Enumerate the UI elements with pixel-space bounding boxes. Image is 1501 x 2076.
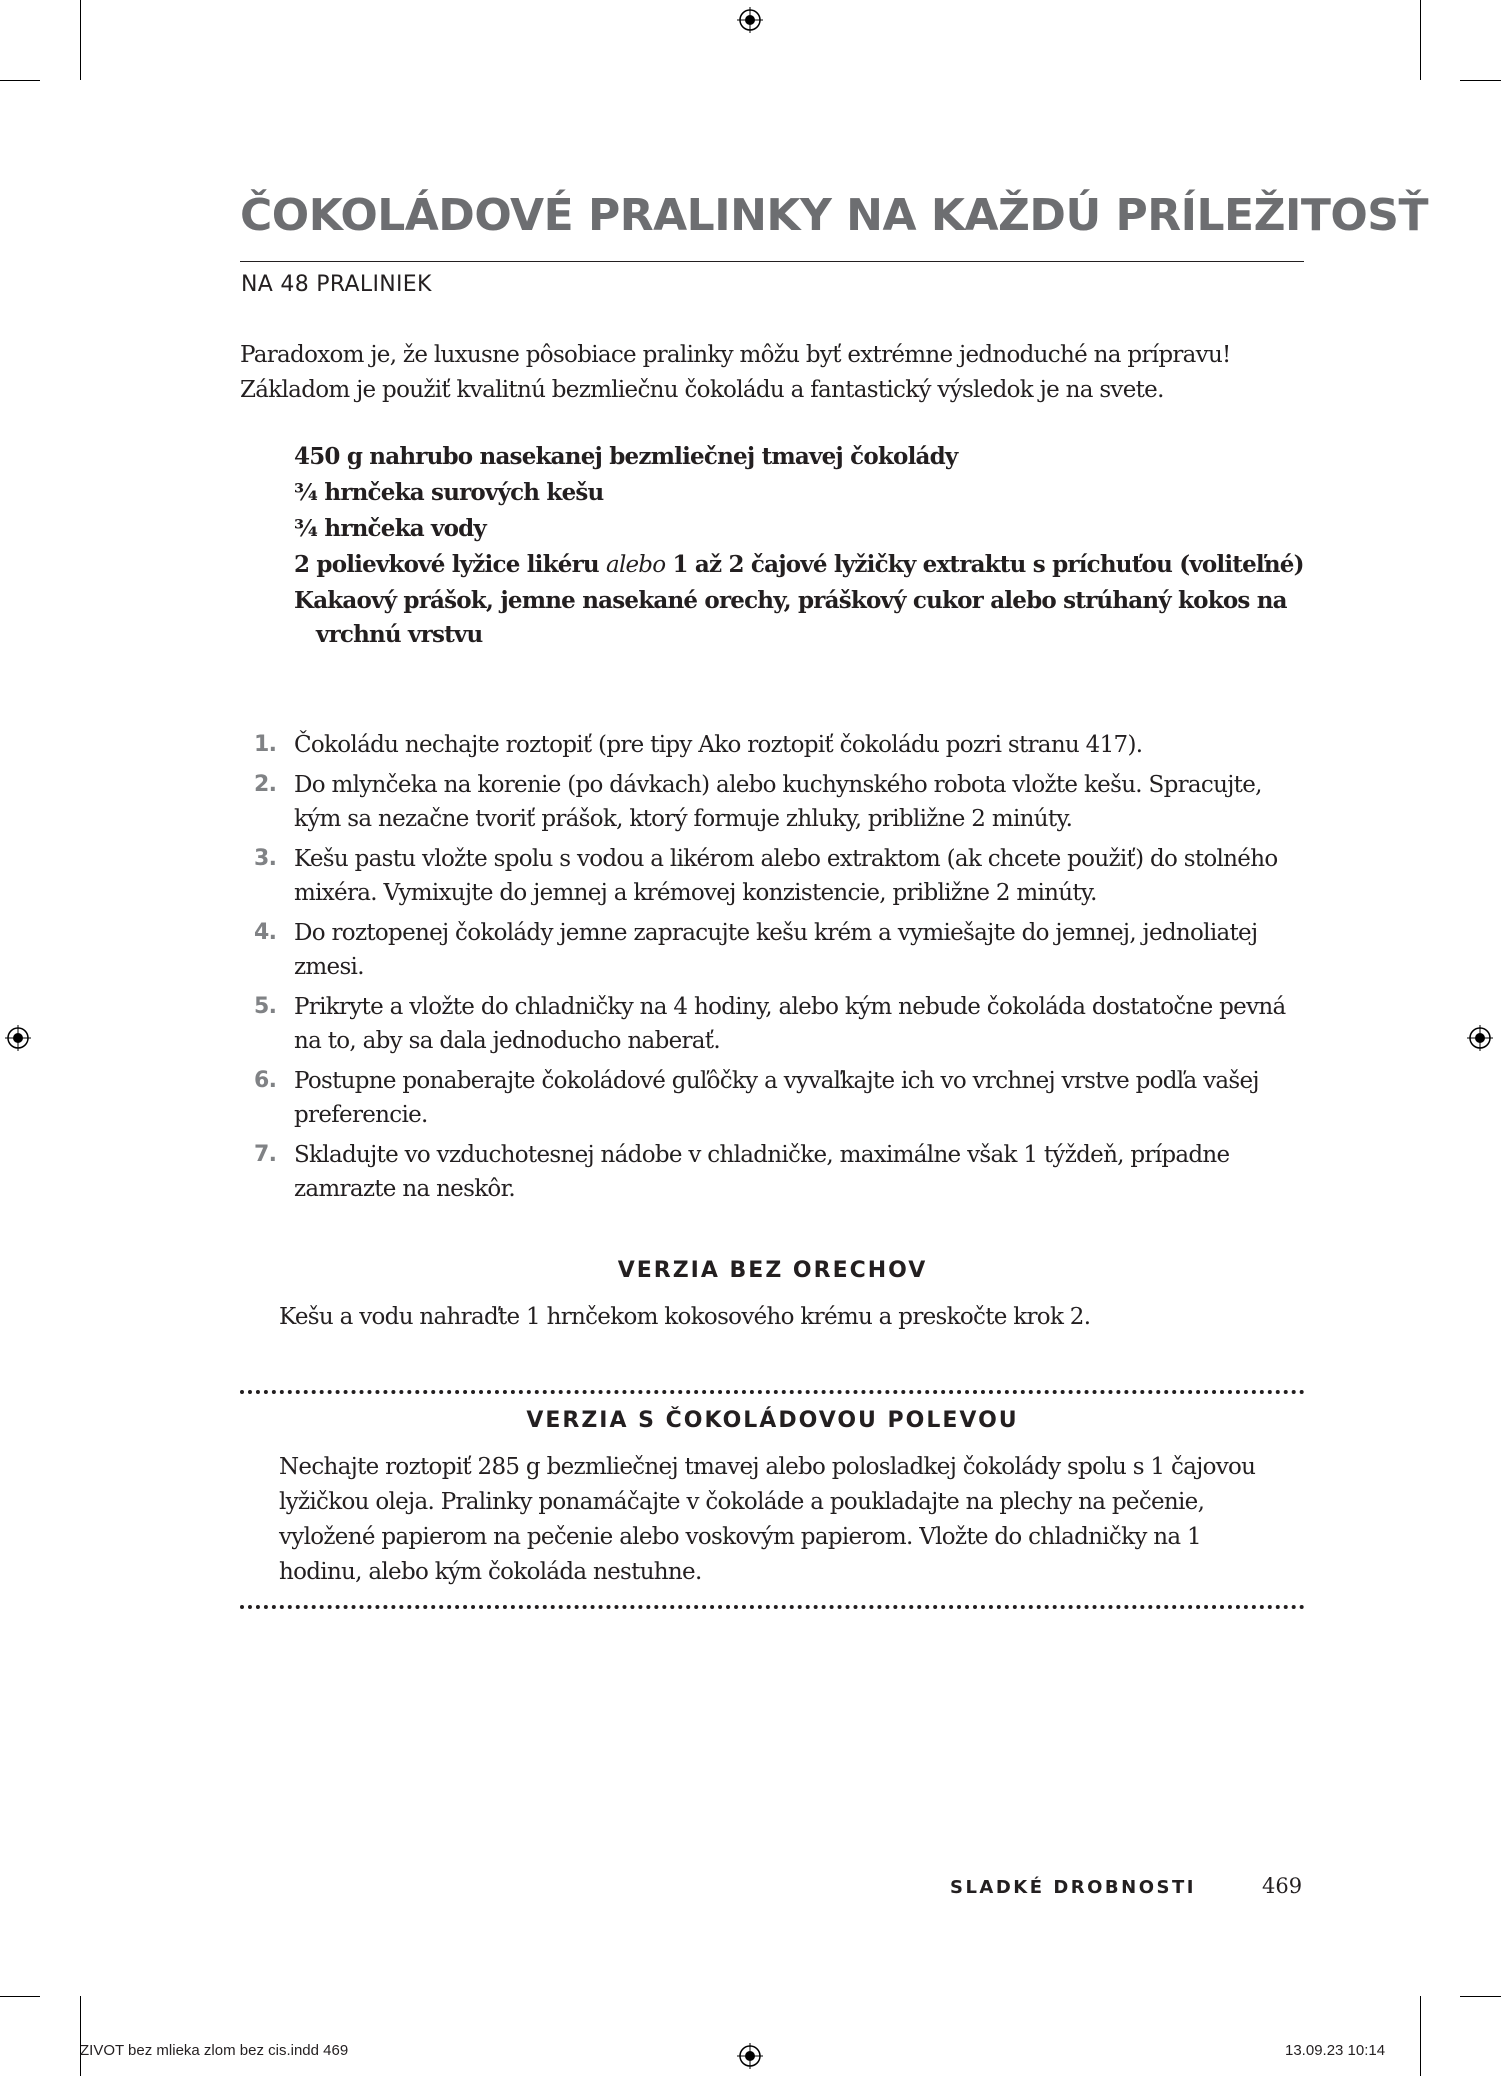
title-divider [240, 261, 1304, 262]
registration-mark-icon [737, 7, 763, 33]
step-number: 7. [254, 1142, 277, 1167]
dotted-divider [240, 1390, 1305, 1394]
step-number: 5. [254, 994, 277, 1019]
section-name: SLADKÉ DROBNOSTI [950, 1877, 1196, 1898]
registration-mark-icon [1467, 1025, 1493, 1051]
step-number: 4. [254, 920, 277, 945]
crop-mark [0, 80, 40, 81]
slug-datetime: 13.09.23 10:14 [1285, 2042, 1386, 2059]
variation-text: Kešu a vodu nahraďte 1 hrnčekom kokosového krému a preskočte krok 2. [279, 1304, 1091, 1330]
ingredient-or: alebo [606, 552, 666, 578]
ingredient-item: 450 g nahrubo nasekanej bezmliečnej tmavej čokolády [294, 443, 958, 470]
step-number: 1. [254, 732, 277, 757]
recipe-yield: NA 48 PRALINIEK [241, 272, 432, 297]
step-item [240, 1064, 1305, 1132]
crop-mark [0, 1996, 40, 1997]
intro-line: Paradoxom je, že luxusne pôsobiace pralinky môžu byť extrémne jednoduché na prípravu! [240, 342, 1231, 368]
step-number: 2. [254, 772, 277, 797]
slug-filename: ZIVOT bez mlieka zlom bez cis.indd 469 [80, 2042, 349, 2059]
step-text: Do roztopenej čokolády jemne zapracujte kešu krém a vymiešajte do jemnej, jednoliatej zmesi. [294, 920, 1258, 980]
recipe-intro [240, 338, 1310, 408]
ingredient-item: Kakaový prášok, jemne nasekané orechy, práškový cukor alebo strúhaný kokos na vrchnú vrstvu [294, 587, 1287, 648]
page-number: 469 [1262, 1874, 1303, 1898]
crop-mark [1460, 80, 1501, 81]
step-text: Skladujte vo vzduchotesnej nádobe v chladničke, maximálne však 1 týždeň, prípadne zamrazte na neskôr. [294, 1142, 1230, 1202]
page-title: ČOKOLÁDOVÉ PRALINKY NA KAŽDÚ PRÍLEŽITOSŤ [240, 190, 1428, 241]
step-item [240, 990, 1305, 1058]
step-text: Prikryte a vložte do chladničky na 4 hodiny, alebo kým nebude čokoláda dostatočne pevná na to, aby sa dala jednoducho naberať. [294, 994, 1286, 1054]
ingredient-item [294, 548, 1304, 582]
crop-mark [80, 1996, 81, 2076]
registration-mark-icon [737, 2043, 763, 2069]
step-text: Postupne ponaberajte čokoládové guľôčky a vyvaľkajte ich vo vrchnej vrstve podľa vašej preferencie. [294, 1068, 1259, 1128]
crop-mark [1420, 1996, 1421, 2076]
step-item [240, 768, 1305, 836]
step-item [240, 842, 1305, 910]
step-item [240, 728, 1305, 762]
crop-mark [80, 0, 81, 80]
ingredient-text: 1 až 2 čajové lyžičky extraktu s príchuťou (voliteľné) [665, 551, 1304, 578]
step-item [240, 1138, 1305, 1206]
step-text: Čokoládu nechajte roztopiť (pre tipy Ako roztopiť čokoládu pozri stranu 417). [294, 732, 1143, 758]
step-number: 6. [254, 1068, 277, 1093]
crop-mark [1460, 1996, 1501, 1997]
step-text: Do mlynčeka na korenie (po dávkach) alebo kuchynského robota vložte kešu. Spracujte, kým sa nezačne tvoriť prášok, ktorý formuje zhluky, približne 2 minúty. [294, 772, 1262, 832]
ingredient-item: ¾ hrnčeka vody [294, 515, 486, 542]
step-number: 3. [254, 846, 277, 871]
variation-text: Nechajte roztopiť 285 g bezmliečnej tmavej alebo polosladkej čokolády spolu s 1 čajovou lyžičkou oleja. Pralinky ponamáčajte v čokoláde a poukladajte na plechy na pečenie, vyložené papierom na pečenie alebo voskovým papierom. Vložte do chladničky na 1 hodinu, alebo kým čokoláda nestuhne. [279, 1454, 1256, 1585]
ingredient-list [294, 440, 1304, 654]
step-list [240, 728, 1305, 1212]
intro-line: Základom je použiť kvalitnú bezmliečnu čokoládu a fantastický výsledok je na svete. [240, 377, 1164, 403]
step-text: Kešu pastu vložte spolu s vodou a likérom alebo extraktom (ak chcete použiť) do stolného mixéra. Vymixujte do jemnej a krémovej konzistencie, približne 2 minúty. [294, 846, 1278, 906]
ingredient-text: 2 polievkové lyžice likéru [294, 551, 607, 578]
crop-mark [1420, 0, 1421, 80]
variation-heading: VERZIA S ČOKOLÁDOVOU POLEVOU [526, 1408, 1019, 1433]
ingredient-item: ¾ hrnčeka surových kešu [294, 479, 604, 506]
step-item [240, 916, 1305, 984]
variation-heading: VERZIA BEZ ORECHOV [617, 1258, 928, 1283]
registration-mark-icon [5, 1025, 31, 1051]
dotted-divider [240, 1605, 1305, 1609]
